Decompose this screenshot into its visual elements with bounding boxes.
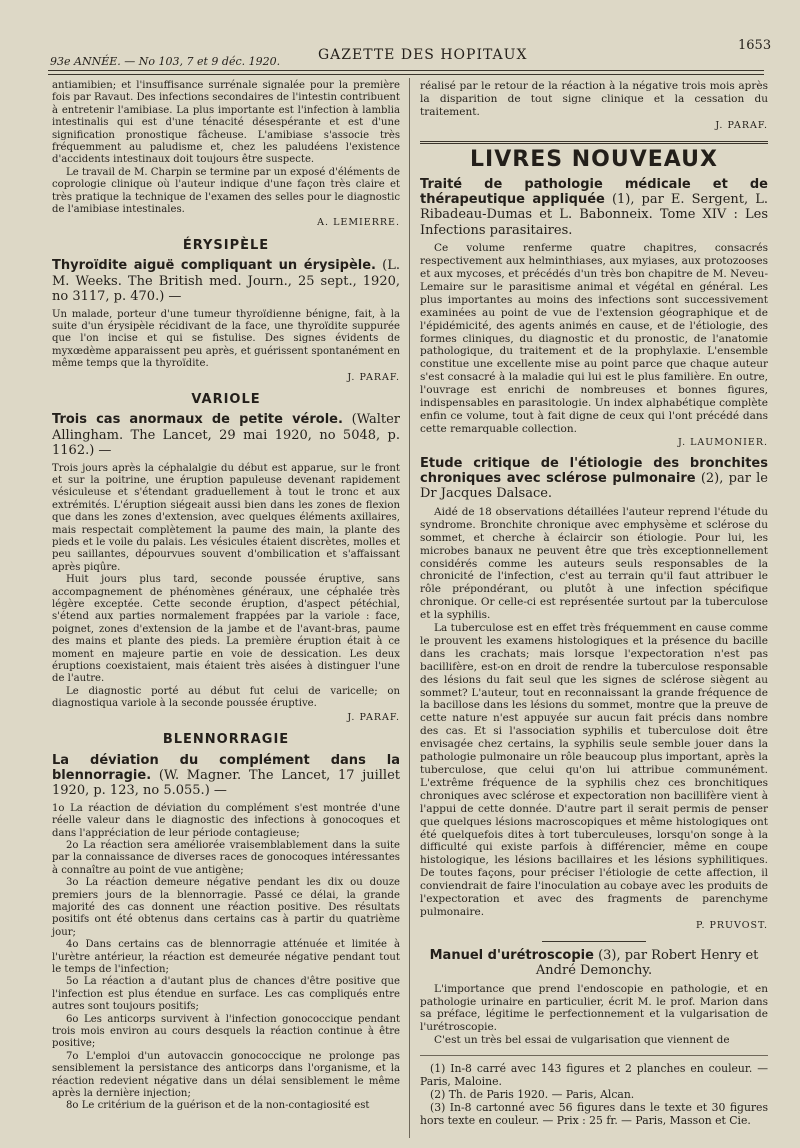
section-heading-variole: VARIOLE: [191, 391, 261, 407]
section-rule: [420, 141, 768, 144]
paragraph: 7o L'emploi d'un autovaccin gonococcique ne prolonge pas sensiblement la persistance des anticorps dans l'organisme, et la réaction redevient négative dans un délai sensiblement le même après la dernière injection;: [52, 1050, 400, 1100]
page-number: 1653: [738, 38, 772, 53]
signature: P. PRUVOST.: [695, 919, 768, 931]
paragraph: Le diagnostic porté au début fut celui de varicelle; on diagnostiqua variole à la seconde poussée éruptive.: [52, 685, 400, 710]
book-title: Etude critique de l'étiologie des bronchites chroniques avec sclérose pulmonaire: [420, 455, 768, 487]
separator-rule: [542, 941, 646, 942]
article-title: Trois cas anormaux de petite vérole.: [52, 412, 343, 428]
book-title: Traité de pathologie médicale et de thérapeutique appliquée: [420, 176, 768, 207]
book-reference: (1), par E. Sergent, L. Ribadeau-Dumas et L. Babonneix. Tome XIV : Les Infections parasitaires.: [420, 191, 768, 238]
footnote: (2) Th. de Paris 1920. — Paris, Alcan.: [430, 1088, 635, 1102]
book-title: Manuel d'urétroscopie: [429, 947, 594, 963]
column-divider: [409, 78, 410, 1138]
right-column: [420, 80, 768, 1127]
book-review-2: [420, 456, 768, 502]
paragraph: 5o La réaction a d'autant plus de chances d'être positive que l'infection est plus étendue en surface. Les cas compliqués entre autres sont toujours positifs;: [52, 976, 400, 1013]
signature: J. PARAF.: [347, 371, 400, 383]
article-reference: (L. M. Weeks. The British med. Journ., 25 sept., 1920, no 3117, p. 470.) —: [52, 258, 400, 305]
article-blennorragie: [52, 753, 400, 799]
signature: J. LAUMONIER.: [678, 436, 768, 448]
article-variole: [52, 412, 400, 458]
paragraph: 8o Le critérium de la guérison et de la non-contagiosité est: [66, 1100, 370, 1112]
paragraph: 2o La réaction sera améliorée vraisemblablement dans la suite par la connaissance de diverses races de gonocoques intéressantes à connaître au point de vue antigène;: [52, 839, 400, 876]
paragraph: L'importance que prend l'endoscopie en pathologie, et en pathologie urinaire en particulier, écrit M. le prof. Marion dans sa préface, légitime le perfectionnement et la vulgarisation de l'urétroscopie.: [420, 982, 768, 1034]
paragraph: Aidé de 18 observations détaillées l'auteur reprend l'étude du syndrome. Bronchite chronique avec emphysème et sclérose du sommet, et cherche à éclaircir son étiologie. Pour lui, les microbes banaux ne peuvent être que très exceptionnellement considérés comme les auteurs seuls responsables de la chronicité de l'infection, c'est au terrain qu'il faut attribuer le rôle prépondérant, ou plutôt à une infection spécifique chronique. Or celle-ci est représentée surtout par la tuberculose et la syphilis.: [420, 505, 768, 622]
header-rule: [48, 70, 764, 71]
book-reference: (2), par le Dr Jacques Dalsace.: [420, 471, 768, 502]
section-heading-blennorragie: BLENNORRAGIE: [162, 732, 290, 748]
footnote: (3) In-8 cartonné avec 56 figures dans le texte et 30 figures hors texte en couleur. — Prix : 25 fr. — Paris, Masson et Cie.: [420, 1101, 768, 1128]
article-reference: (Walter Allingham. The Lancet, 29 mai 1920, no 5048, p. 1162.) —: [52, 412, 400, 459]
article-title: Thyroïdite aiguë compliquant un érysipèle.: [52, 258, 376, 274]
paragraph: C'est un très bel essai de vulgarisation que viennent de: [434, 1034, 730, 1047]
article-reference: (W. Magner. The Lancet, 17 juillet 1920, p. 123, no 5.055.) —: [52, 767, 400, 799]
paragraph: antiamibien; et l'insuffisance surrénale signalée pour la première fois par Ravaut. Des infections secondaires de l'intestin contribuent à entretenir l'amibiase. La plus importante est l'infection à lamblia intestinalis qui est d'une ténacité désespérante et est d'une signification pronostique fâcheuse. L'amibiase s'associe très fréquemment au paludisme et, chez les paludéens l'existence d'accidents intestinaux doit toujours être suspecte.: [52, 80, 400, 166]
running-header: [0, 0, 800, 68]
paragraph: 3o La réaction demeure négative pendant les dix ou douze premiers jours de la blennorragie. Passé ce délai, la grande majorité des cas donnent une réaction positive. Des résultats positifs ont été obtenus dans certains cas à partir du quatrième jour;: [52, 877, 400, 938]
paragraph: Le travail de M. Charpin se termine par un exposé d'éléments de coprologie clinique où l'auteur indique d'une façon très claire et très pratique la technique de l'examen des selles pour le diagnostic de l'amibiase intestinales.: [52, 166, 400, 216]
footnotes: [420, 1055, 768, 1127]
footnote: (1) In-8 carré avec 143 figures et 2 planches en couleur. — Paris, Maloine.: [420, 1062, 768, 1089]
paragraph: Huit jours plus tard, seconde poussée éruptive, sans accompagnement de phénomènes généraux, une céphalée très légère exceptée. Cette seconde éruption, d'aspect pétéchial, s'étend aux parties normalement frappées par la variole : face, poignet, zones d'extension de la jambe et de l'avant-bras, paume des mains et plante des pieds. La première éruption était à ce moment en majeure partie en voie de dessication. Les deux éruptions coexistaient, mais étaient très aisées à distinguer l'une de l'autre.: [52, 574, 400, 685]
signature: A. LEMIERRE.: [317, 217, 400, 229]
article-title: La déviation du complément dans la blennorragie.: [52, 752, 400, 783]
paragraph: Trois jours après la céphalalgie du début est apparue, sur le front et sur la poitrine, une éruption papuleuse devenant rapidement vésiculeuse et s'étendant graduellement à tout le tronc et aux extrémités. L'éruption siégeait aussi bien dans les zones de flexion que dans les zones d'extension, avec quelques éléments axillaires, mais respectait complètement la paume des main, la plante des pieds et le voile du palais. Les vésicules étaient discrètes, molles et peu saillantes, dépourvues souvent d'ombilication et s'affaissant après piqûre.: [52, 462, 400, 573]
issue-line: 93e ANNÉE. — No 103, 7 et 9 déc. 1920.: [50, 55, 281, 68]
book-reference: (3), par Robert Henry et André Demonchy.: [535, 947, 759, 979]
signature: J. PARAF.: [715, 119, 768, 131]
section-heading-erysipele: ÉRYSIPÈLE: [182, 237, 270, 253]
book-review-1: [420, 177, 768, 239]
paragraph: Un malade, porteur d'une tumeur thyroïdienne bénigne, fait, à la suite d'un érysipèle récidivant de la face, une thyroïdite suppurée que l'on incise et qui se fistulise. Des signes évidents de myxœdème apparaissent peu après, et guérissent spontanément en même temps que la thyroïdite.: [52, 308, 400, 370]
paragraph: La tuberculose est en effet très fréquemment en cause comme le prouvent les examens histologiques et la présence du bacille dans les crachats; mais lorsque l'expectoration n'est pas bacillifère, est-on en droit de rendre la tuberculose responsable des lésions du fait seul que les signes de sclérose siègent au sommet? L'auteur, tout en reconnaissant la grande fréquence de la bacillose dans les lésions du sommet, montre que la preuve de cette nature n'est appuyée sur aucun fait précis dans nombre des cas. Et si l'association syphilis et tuberculose doit être envisagée chez certains, la syphilis seule semble jouer dans la pathologie pulmonaire un rôle beaucoup plus important, après la tuberculose, que celui qu'on lui attribue communément. L'extrême fréquence de la syphilis chez ces bronchitiques chroniques avec sclérose et expectoration non bacillifère vient à l'appui de cette donnée. D'autre part il serait permis de penser que quelques lésions macroscopiques et même histologiques ont été quelquefois dites à tort tuberculeuses, lorsqu'on songe à la difficulté qui existe parfois à différencier, même en coupe histologique, les lésions bacillaires et les lésions syphilitiques. De toutes façons, pour préciser l'étiologie de cette affection, il conviendrait de faire l'inoculation au cobaye avec les produits de l'expectoration et avec des fragments de parenchyme pulmonaire.: [420, 622, 768, 918]
journal-title: GAZETTE DES HOPITAUX: [318, 47, 528, 63]
paragraph: réalisé par le retour de la réaction à la négative trois mois après la disparition de tout signe clinique et la cessation du traitement.: [420, 80, 768, 118]
paragraph: 4o Dans certains cas de blennorragie atténuée et limitée à l'urètre antérieur, la réaction est demeurée négative pendant tout le temps de l'infection;: [52, 939, 400, 975]
header-rule-2: [48, 74, 764, 75]
article-erysipele: [52, 258, 400, 304]
paragraph: 6o Les anticorps survivent à l'infection gonococcique pendant trois mois environ au cours desquels la réaction continue à être positive;: [52, 1013, 400, 1050]
paragraph: Ce volume renferme quatre chapitres, consacrés respectivement aux helminthiases, aux myiases, aux protozooses et aux mycoses, et précédés d'un très bon chapitre de M. Neveu-Lemaire sur le parasitisme animal et végétal en général. Les plus importantes au moins des infections sont successivement examinées au point de vue de l'extension géographique et de l'épidémicité, des agents animés en cause, et de l'étiologie, des formes cliniques, du diagnostic et du pronostic, de l'anatomie pathologique, du traitement et de la prophylaxie. L'ensemble constitue une excellente mise au point parce que chaque auteur s'est consacré à la maladie qui lui est le plus familière. En outre, l'ouvrage est enrichi de nombreuses et bonnes figures, indispensables en parasitologie. Un index alphabétique complète enfin ce volume, tout à fait digne de ceux qui l'ont précédé dans cette remarquable collection.: [420, 242, 768, 435]
section-title-livres-nouveaux: LIVRES NOUVEAUX: [470, 146, 718, 172]
book-review-3: [420, 948, 768, 979]
paragraph: 1o La réaction de déviation du complément s'est montrée d'une réelle valeur dans le diagnostic des infections à gonocoques et dans l'appréciation de leur période contagieuse;: [52, 802, 400, 839]
left-column: [52, 80, 400, 1113]
signature: J. PARAF.: [347, 711, 400, 723]
